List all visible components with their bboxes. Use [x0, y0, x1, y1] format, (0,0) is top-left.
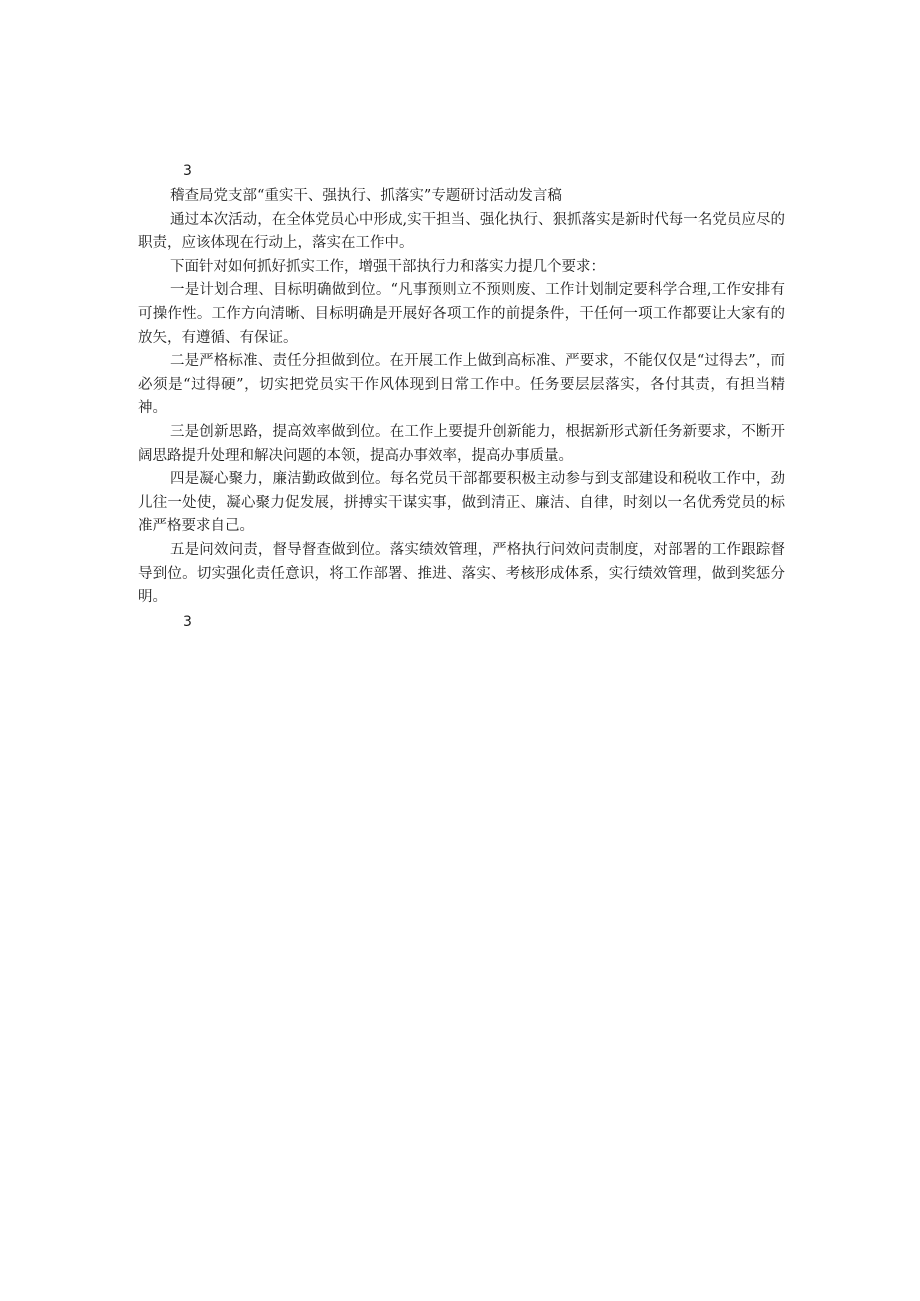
paragraph-point-3: 三是创新思路，提高效率做到位。在工作上要提升创新能力，根据新形式新任务新要求，不断开阔思路提升处理和解决问题的本领，提高办事效率，提高办事质量。 — [138, 423, 785, 464]
paragraph-intro: 通过本次活动，在全体党员心中形成,实干担当、强化执行、狠抓落实是新时代每一名党员应尽的职责，应该体现在行动上，落实在工作中。 — [138, 211, 785, 252]
document-body — [138, 159, 785, 634]
page-number-top: 3 — [183, 163, 192, 179]
paragraph-point-1: 一是计划合理、目标明确做到位。“凡事预则立不预则废、工作计划制定要科学合理,工作安排有可操作性。工作方向清晰、目标明确是开展好各项工作的前提条件，干任何一项工作都要让大家有的放矢，有遵循、有保证。 — [138, 282, 785, 346]
page-number-bottom: 3 — [183, 613, 192, 630]
paragraph-point-2: 二是严格标准、责任分担做到位。在开展工作上做到高标准、严要求，不能仅仅是“过得去”，而必须是“过得硬”，切实把党员实干作风体现到日常工作中。任务要层层落实，各付其责，有担当精神。 — [138, 353, 785, 417]
paragraph-point-5: 五是问效问责，督导督查做到位。落实绩效管理，严格执行问效问责制度，对部署的工作跟踪督导到位。切实强化责任意识，将工作部署、推进、落实、考核形成体系，实行绩效管理，做到奖惩分明。 — [138, 541, 785, 606]
document-title: 稽查局党支部“重实干、强执行、抓落实”专题研讨活动发言稿 — [170, 188, 562, 204]
paragraph-point-4: 四是凝心聚力，廉洁勤政做到位。每名党员干部都要积极主动参与到支部建设和税收工作中，劲儿往一处使，凝心聚力促发展，拼搏实干谋实事，做到清正、廉洁、自律，时刻以一名优秀党员的标准严格要求自己。 — [138, 471, 785, 535]
paragraph-lead-in: 下面针对如何抓好抓实工作，增强干部执行力和落实力提几个要求： — [170, 258, 605, 275]
